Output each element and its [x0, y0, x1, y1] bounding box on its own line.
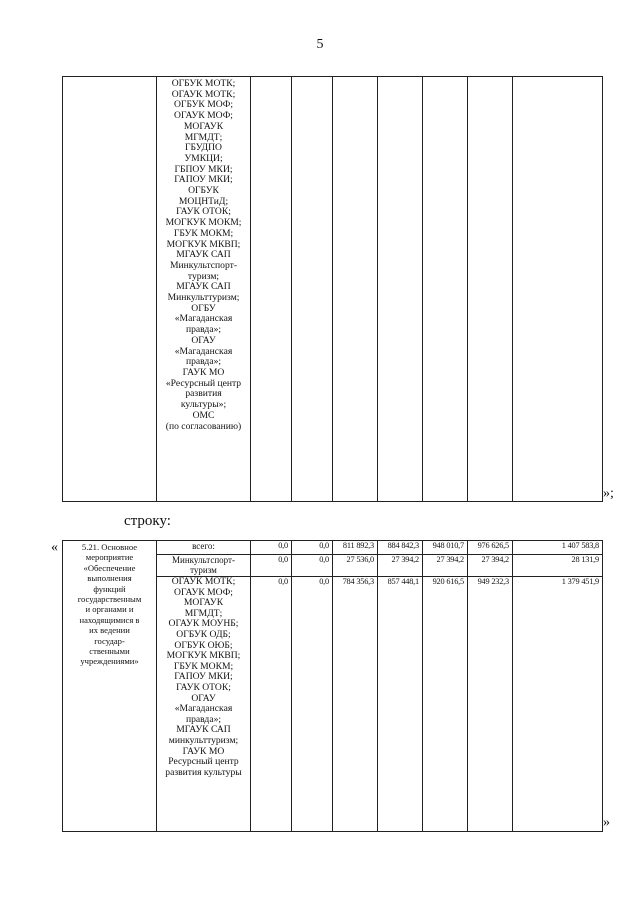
- org-entry: ОГАУК МОФ;: [174, 586, 233, 598]
- org-entry: ОГБУК МОТК;: [171, 78, 236, 89]
- org-entry: ОГБУК МОЦНТиД;: [178, 185, 229, 207]
- org-entry: МОГКУК МКВП;: [166, 238, 241, 250]
- org-entry: ГАУК МО «Ресурсный центр развития культуры»;: [165, 366, 242, 411]
- value-cell: 27 394,2: [378, 555, 423, 577]
- org-entry: ГБУК МОКМ;: [173, 660, 234, 672]
- org-entry: ОГБУ «Магаданская правда»;: [174, 302, 233, 336]
- org-entry: МГАУК САП Минкультспорт- туризм;: [169, 249, 238, 282]
- org-entry: ОГБУК ОДБ;: [176, 628, 231, 640]
- org-entry: МОГКУК МОКМ;: [165, 217, 242, 229]
- page-number: 5: [316, 37, 324, 52]
- org-entry: ГАУК ОТОК;: [176, 206, 231, 218]
- lower-open-quote: «: [51, 540, 58, 555]
- org-entry: ОГАУ «Магаданская правда»;: [174, 692, 233, 725]
- value-cell: 811 892,3: [333, 541, 378, 555]
- org-entry: МОГКУК МКВП;: [166, 650, 241, 662]
- value-cell: 27 394,2: [423, 555, 468, 577]
- upper-value-cell: [292, 77, 333, 502]
- org-entry: ОГБУК ОЮБ;: [174, 639, 233, 651]
- upper-value-cell: [378, 77, 423, 502]
- row-label-total: всего:: [157, 541, 251, 555]
- org-entry: ОГАУК МОТК;: [171, 88, 236, 100]
- value-cell: 949 232,3: [468, 577, 513, 832]
- value-cell: 0,0: [292, 577, 333, 832]
- value-cell: 0,0: [251, 577, 292, 832]
- stroku-label: строку:: [124, 513, 171, 529]
- upper-table: [62, 76, 603, 502]
- upper-closing-mark: »;: [603, 486, 614, 501]
- org-entry: МГАУК САП Минкульттуризм;: [167, 281, 240, 304]
- value-cell: 976 626,5: [468, 541, 513, 555]
- value-cell: 0,0: [251, 555, 292, 577]
- org-entry: ГБУК МОКМ;: [173, 227, 234, 239]
- row-orgs-list: [157, 577, 251, 832]
- lower-table: [62, 540, 603, 832]
- org-entry: ОГАУК МОТК;: [171, 576, 236, 587]
- value-cell: 0,0: [251, 541, 292, 555]
- value-cell: 920 616,5: [423, 577, 468, 832]
- org-entry: ОГАУК МОФ;: [174, 110, 233, 122]
- upper-value-cell: [333, 77, 378, 502]
- value-cell: 0,0: [292, 541, 333, 555]
- value-cell: 0,0: [292, 555, 333, 577]
- upper-value-cell: [423, 77, 468, 502]
- value-cell: 948 010,7: [423, 541, 468, 555]
- lower-close-quote: »: [603, 815, 610, 830]
- org-entry: ГАПОУ МКИ;: [174, 174, 233, 186]
- org-entry: МГАУК САП минкульттуризм;: [168, 724, 239, 746]
- value-cell: 27 536,0: [333, 555, 378, 577]
- org-entry: ОГАУК МОУНБ;: [168, 618, 239, 630]
- value-cell: 28 131,9: [513, 555, 603, 577]
- org-entry: ОГАУ «Магаданская правда»;: [174, 334, 233, 368]
- row-label-minkult: Минкультспорт- туризм: [157, 555, 251, 577]
- org-entry: МОГАУК МГМДТ;: [183, 597, 224, 619]
- upper-value-cell: [513, 77, 603, 502]
- value-cell: 784 356,3: [333, 577, 378, 832]
- value-cell: 857 448,1: [378, 577, 423, 832]
- upper-value-cell: [251, 77, 292, 502]
- org-entry: ОГБУК МОФ;: [173, 99, 234, 111]
- value-cell: 27 394,2: [468, 555, 513, 577]
- upper-orgs-cell: [157, 77, 251, 502]
- org-entry: ГБУДПО УМКЦИ;: [184, 142, 223, 164]
- org-entry: ОМС (по согласованию): [165, 409, 242, 432]
- value-cell: 1 379 451,9: [513, 577, 603, 832]
- measure-description: 5.21. Основное мероприятие «Обеспечение выполнения функций государственным и органами и находящимися в их ведении государ- ственными учреждениями»: [63, 541, 157, 832]
- org-entry: ГАУК МО Ресурсный центр развития культуры: [165, 745, 242, 778]
- upper-value-cell: [468, 77, 513, 502]
- org-entry: ГАУК ОТОК;: [176, 681, 231, 693]
- org-entry: ГАПОУ МКИ;: [174, 671, 233, 683]
- value-cell: 1 407 583,8: [513, 541, 603, 555]
- org-entry: ГБПОУ МКИ;: [174, 163, 233, 175]
- org-entry: МОГАУК МГМДТ;: [183, 120, 224, 143]
- value-cell: 884 842,3: [378, 541, 423, 555]
- upper-desc-cell: [63, 77, 157, 502]
